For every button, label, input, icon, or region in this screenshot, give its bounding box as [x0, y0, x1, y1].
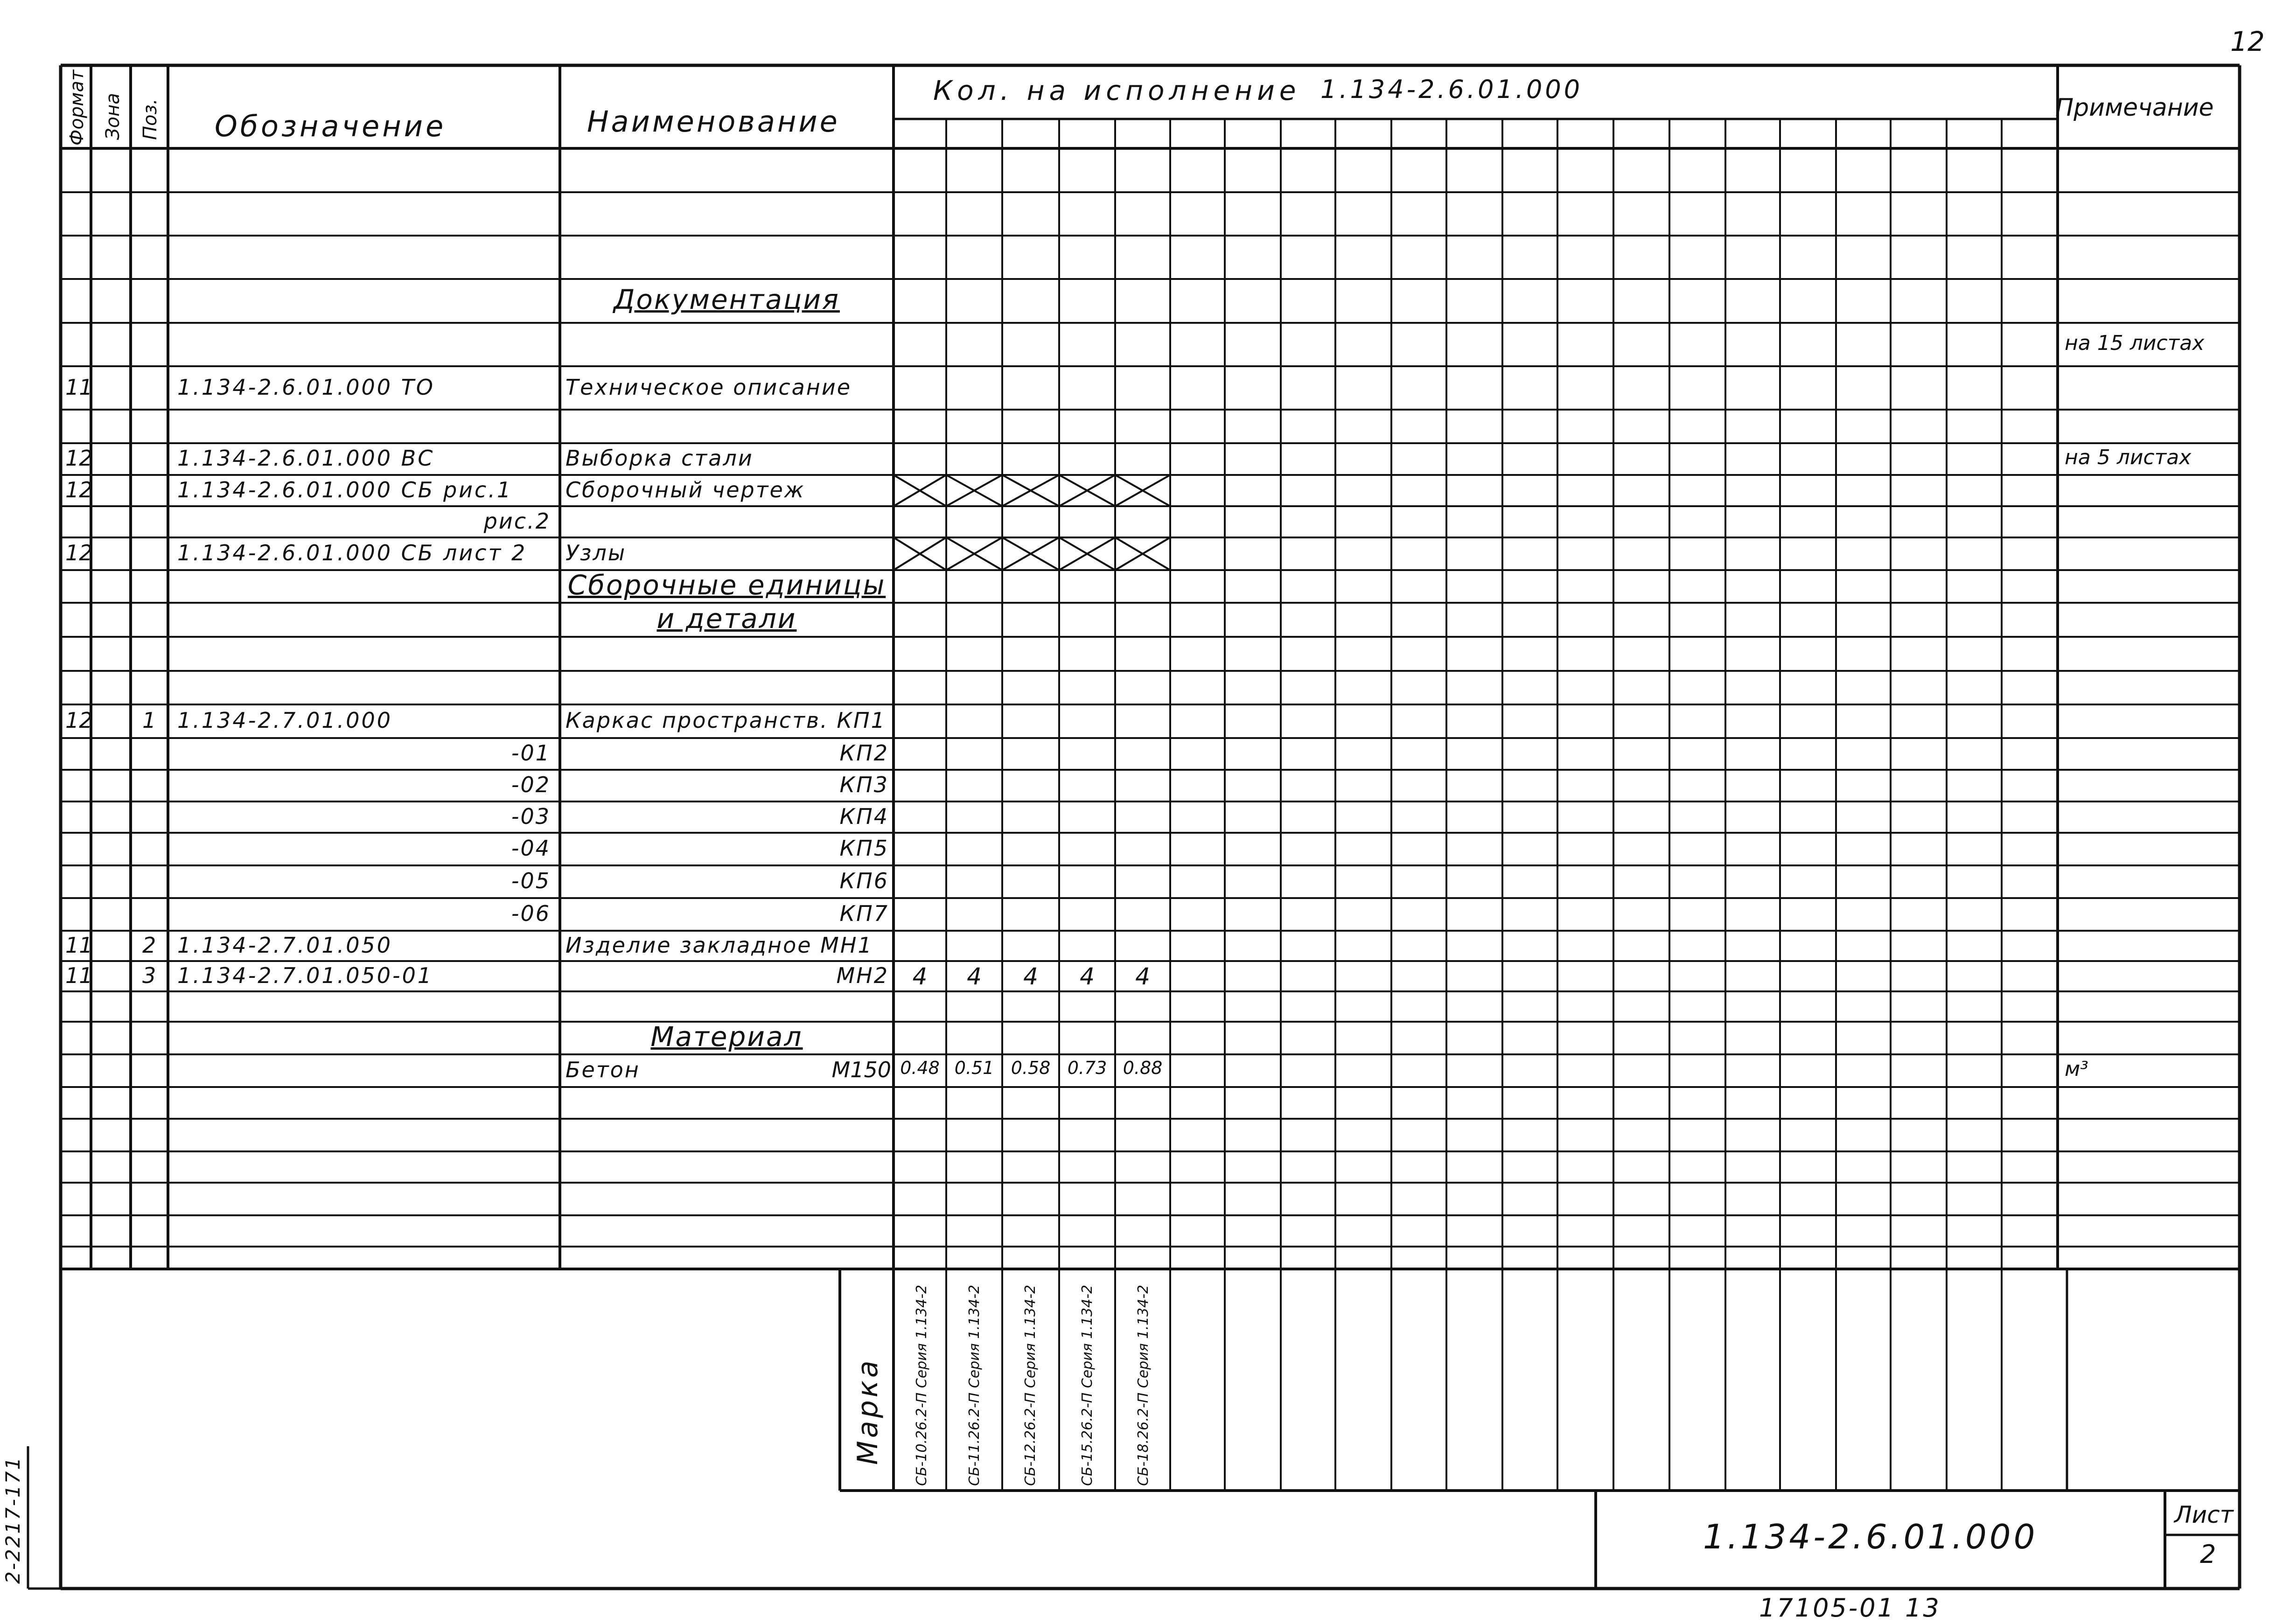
row-qty-3: 0.58 [1011, 1058, 1051, 1078]
footer-note: 17105-01 13 [1759, 1593, 1941, 1623]
row-qty-2: 4 [967, 962, 982, 990]
header-designation: Обозначение [215, 109, 447, 143]
row-designation-suffix: -05 [511, 868, 551, 893]
row-name: Сборочный чертеж [566, 477, 805, 502]
row-name: КП5 [839, 836, 889, 861]
row-name: Материал [650, 1021, 803, 1052]
header-note: Примечание [2055, 94, 2214, 122]
header-pos-label: Поз. [140, 98, 161, 140]
marka-item-5: СБ-18.26.2-П Серия 1.134-2 [1135, 1284, 1152, 1486]
row-name: КП4 [839, 803, 889, 829]
crossed-cells [894, 475, 1170, 570]
marka-item-1: СБ-10.26.2-П Серия 1.134-2 [914, 1284, 930, 1486]
row-pos: 2 [142, 932, 156, 958]
row-pos: 1 [142, 708, 156, 733]
row-name: МН2 [836, 962, 889, 988]
row-name: Изделие закладное МН1 [566, 932, 873, 958]
row-name: Узлы [566, 540, 627, 565]
row-name: КП6 [839, 868, 889, 893]
row-format: 12 [65, 708, 93, 733]
row-designation: 1.134-2.7.01.050-01 [177, 962, 433, 988]
marka-item-2: СБ-11.26.2-П Серия 1.134-2 [966, 1284, 983, 1486]
row-qty-3: 4 [1023, 962, 1038, 990]
row-designation: 1.134-2.7.01.050 [177, 932, 393, 958]
row-qty-5: 0.88 [1123, 1058, 1163, 1078]
side-stamp: 2-2217-171 [1, 1456, 24, 1584]
header-format-label: Формат [66, 70, 88, 146]
title-block-sheet-label: Лист [2174, 1501, 2234, 1528]
row-qty-1: 0.48 [900, 1058, 940, 1078]
row-format: 11 [65, 962, 93, 988]
header-name: Наименование [587, 105, 840, 139]
row-name: Бетон [566, 1057, 640, 1082]
row-qty-5: 4 [1135, 962, 1150, 990]
row-designation-suffix: -01 [511, 740, 551, 766]
row-designation: 1.134-2.6.01.000 СБ лист 2 [177, 540, 527, 565]
row-designation-suffix: -04 [511, 836, 551, 861]
row-designation: 1.134-2.7.01.000 [177, 708, 393, 733]
row-name: Каркас пространств. КП1 [566, 708, 886, 733]
row-designation: 1.134-2.6.01.000 ТО [177, 374, 435, 400]
row-name: КП3 [839, 772, 889, 797]
spec-table-grid [28, 65, 2240, 1589]
row-name: Документация [614, 284, 840, 315]
title-block-sheet-no: 2 [2200, 1540, 2216, 1569]
row-designation-suffix: -06 [511, 901, 551, 926]
row-qty-1: 4 [912, 962, 928, 990]
marka-label: Марка [852, 1358, 884, 1465]
marka-item-4: СБ-15.26.2-П Серия 1.134-2 [1079, 1284, 1096, 1486]
row-designation: 1.134-2.6.01.000 ВС [177, 446, 435, 471]
row-designation-suffix: -03 [511, 803, 551, 829]
row-pos: 3 [142, 962, 156, 988]
row-name: Сборочные единицы [567, 569, 886, 601]
row-qty-4: 0.73 [1067, 1058, 1107, 1078]
row-format: 11 [65, 932, 93, 958]
row-name-extra: М150 [831, 1057, 891, 1082]
row-name: и детали [656, 602, 797, 634]
title-block-code: 1.134-2.6.01.000 [1703, 1517, 2038, 1556]
row-designation-suffix: рис.2 [483, 508, 551, 534]
row-note: м³ [2065, 1057, 2088, 1081]
row-format: 12 [65, 540, 93, 565]
row-name: Выборка стали [566, 446, 754, 471]
row-note: на 5 листах [2065, 446, 2192, 469]
marka-item-3: СБ-12.26.2-П Серия 1.134-2 [1022, 1284, 1039, 1486]
row-designation-suffix: -02 [511, 772, 551, 797]
page-number: 12 [2230, 26, 2265, 57]
row-format: 12 [65, 446, 93, 471]
row-format: 11 [65, 374, 93, 400]
row-name: КП7 [839, 901, 889, 926]
header-qty-code: 1.134-2.6.01.000 [1320, 75, 1583, 104]
row-qty-2: 0.51 [954, 1058, 994, 1078]
row-note: на 15 листах [2065, 331, 2205, 355]
row-qty-4: 4 [1080, 962, 1095, 990]
header-qty-title: Кол. на исполнение [933, 75, 1301, 106]
row-name: КП2 [839, 740, 889, 766]
row-designation: 1.134-2.6.01.000 СБ рис.1 [177, 477, 513, 502]
row-format: 12 [65, 477, 93, 502]
header-zone-label: Зона [102, 93, 124, 140]
row-name: Техническое описание [566, 374, 852, 400]
